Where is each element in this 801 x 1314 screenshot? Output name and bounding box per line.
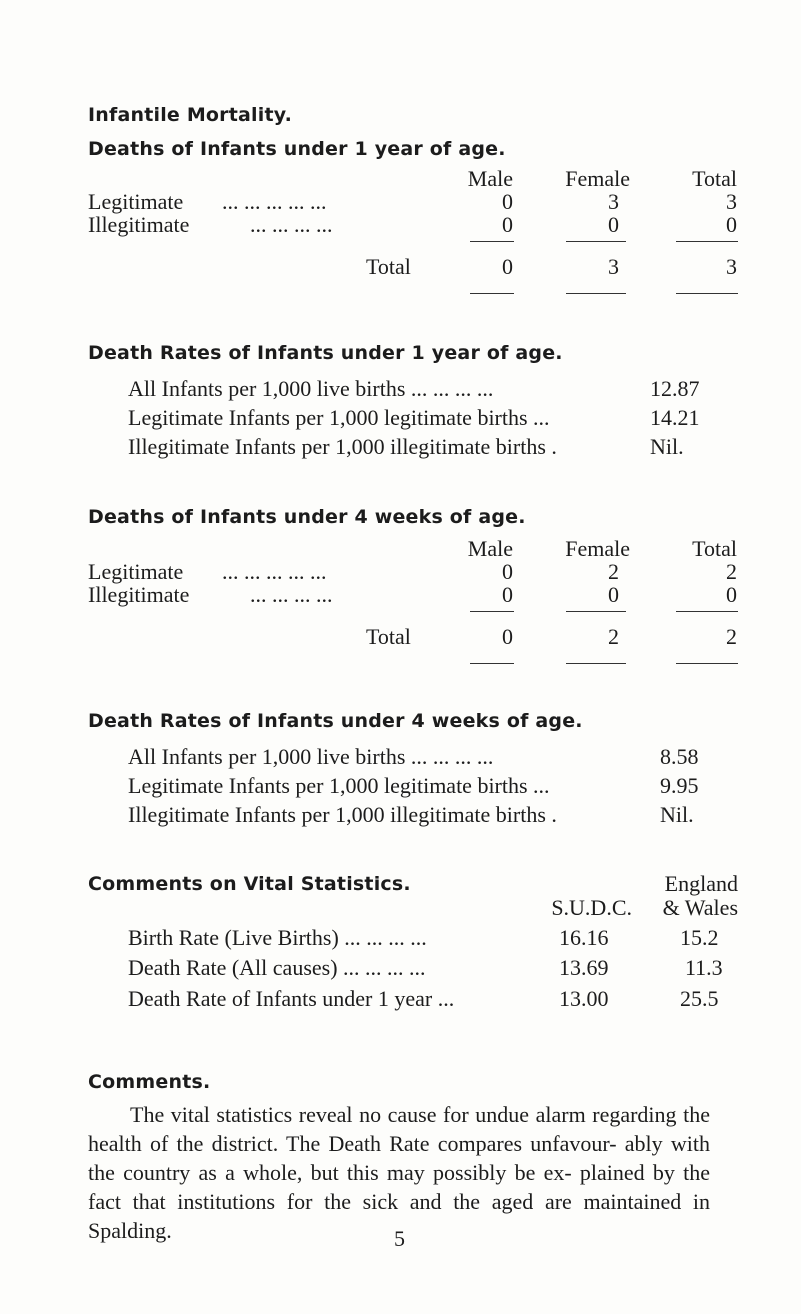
cell-total: 0	[726, 212, 737, 237]
rate-row-label: All Infants per 1,000 live births ... ... ... ...	[128, 744, 494, 769]
total-total: 2	[726, 624, 737, 649]
cell-male: 0	[502, 582, 513, 607]
leader-dots: ... ... ... ...	[250, 582, 333, 607]
total-female: 2	[608, 624, 619, 649]
vital-row-label: Birth Rate (Live Births) ... ... ... ...	[128, 925, 427, 950]
sum-rule	[676, 611, 738, 612]
cell-female: 2	[608, 559, 619, 584]
page-number: 5	[394, 1226, 405, 1251]
cell-male: 0	[502, 212, 513, 237]
leader-dots: ... ... ... ...	[250, 212, 333, 237]
col-england-wales-header: England	[664, 871, 738, 896]
cell-female: 0	[608, 212, 619, 237]
rate-row-value: 9.95	[660, 773, 699, 798]
sum-rule	[566, 241, 626, 242]
total-total: 3	[726, 254, 737, 279]
col-female-header: Female	[565, 536, 630, 561]
vital-row-england-wales: 15.2	[680, 925, 719, 950]
sum-rule	[470, 611, 514, 612]
rates-heading-under-4-weeks: Death Rates of Infants under 4 weeks of age.	[88, 710, 583, 732]
vital-row-sudc: 16.16	[559, 925, 609, 950]
vital-statistics-heading: Comments on Vital Statistics.	[88, 873, 411, 895]
total-male: 0	[502, 624, 513, 649]
comments-paragraph	[88, 1100, 710, 1245]
rates-heading-under-1-year: Death Rates of Infants under 1 year of age.	[88, 342, 563, 364]
row-label-illegitimate: Illegitimate	[88, 582, 190, 607]
double-rule	[676, 663, 738, 664]
cell-male: 0	[502, 559, 513, 584]
total-row-label: Total	[366, 254, 411, 279]
rate-row-value: 8.58	[660, 744, 699, 769]
row-label-illegitimate: Illegitimate	[88, 212, 190, 237]
total-female: 3	[608, 254, 619, 279]
vital-row-england-wales: 11.3	[685, 955, 723, 980]
col-sudc-header: S.U.D.C.	[551, 895, 632, 920]
row-label-legitimate: Legitimate	[88, 189, 184, 214]
double-rule	[470, 293, 514, 294]
col-total-header: Total	[692, 166, 737, 191]
rate-row-value: 14.21	[650, 405, 700, 430]
sum-rule	[470, 241, 514, 242]
rate-row-value: 12.87	[650, 376, 700, 401]
double-rule	[566, 663, 626, 664]
sum-rule	[566, 611, 626, 612]
double-rule	[676, 293, 738, 294]
leader-dots: ... ... ... ... ...	[222, 189, 327, 214]
row-label-legitimate: Legitimate	[88, 559, 184, 584]
rate-row-label: Legitimate Infants per 1,000 legitimate births ...	[128, 773, 550, 798]
rate-row-value: Nil.	[660, 802, 694, 827]
vital-row-sudc: 13.00	[559, 986, 609, 1011]
cell-total: 3	[726, 189, 737, 214]
cell-female: 0	[608, 582, 619, 607]
vital-row-label: Death Rate (All causes) ... ... ... ...	[128, 955, 426, 980]
rate-row-label: Legitimate Infants per 1,000 legitimate births ...	[128, 405, 550, 430]
section-heading-under-4-weeks: Deaths of Infants under 4 weeks of age.	[88, 506, 526, 528]
col-england-wales-header-2: & Wales	[662, 895, 738, 920]
sum-rule	[676, 241, 738, 242]
col-female-header: Female	[565, 166, 630, 191]
rate-row-label: Illegitimate Infants per 1,000 illegitimate births .	[128, 434, 557, 459]
vital-row-sudc: 13.69	[559, 955, 609, 980]
col-male-header: Male	[467, 166, 513, 191]
double-rule	[566, 293, 626, 294]
rate-row-value: Nil.	[650, 434, 684, 459]
leader-dots: ... ... ... ... ...	[222, 559, 327, 584]
cell-total: 0	[726, 582, 737, 607]
rate-row-label: All Infants per 1,000 live births ... ... ... ...	[128, 376, 494, 401]
col-male-header: Male	[467, 536, 513, 561]
total-row-label: Total	[366, 624, 411, 649]
rate-row-label: Illegitimate Infants per 1,000 illegitimate births .	[128, 802, 557, 827]
cell-total: 2	[726, 559, 737, 584]
page-title: Infantile Mortality.	[88, 104, 293, 126]
vital-row-england-wales: 25.5	[680, 986, 719, 1011]
comments-text: The vital statistics reveal no cause for undue alarm regarding the health of the district. The Death Rate compares unfavour- ably with the country as a whole, but this may possibly be ex- plained by the fact that institutions for the sick and the aged are maintained in Spalding.	[88, 1102, 710, 1243]
double-rule	[470, 663, 514, 664]
comments-heading: Comments.	[88, 1071, 211, 1093]
col-total-header: Total	[692, 536, 737, 561]
section-heading-under-1-year: Deaths of Infants under 1 year of age.	[88, 138, 506, 160]
total-male: 0	[502, 254, 513, 279]
cell-female: 3	[608, 189, 619, 214]
cell-male: 0	[502, 189, 513, 214]
vital-row-label: Death Rate of Infants under 1 year ...	[128, 986, 455, 1011]
